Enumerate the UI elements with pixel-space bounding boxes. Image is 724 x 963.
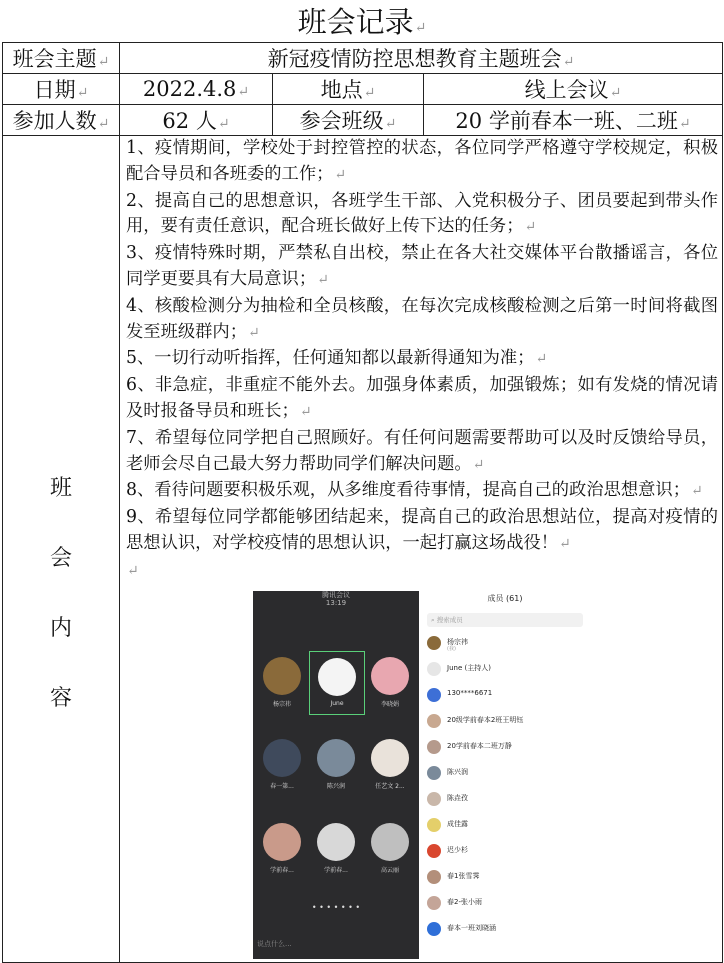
participant-tile[interactable]	[255, 733, 309, 795]
empty-paragraph: ↵	[127, 562, 139, 579]
content-row	[3, 136, 723, 963]
member-avatar	[427, 896, 441, 910]
record-table	[2, 42, 723, 963]
content-item: 5、一切行动听指挥，任何通知都以最新得通知为准；↵	[126, 348, 548, 369]
people-row	[3, 105, 723, 136]
participant-name: 高云丽	[380, 866, 399, 874]
content-item: 3、疫情特殊时期，严禁私自出校，禁止在各大社交媒体平台散播谣言，各位同学更要具有大局意识；↵	[126, 243, 718, 289]
member-avatar	[427, 688, 441, 702]
member-avatar	[427, 662, 441, 676]
member-note: (我)	[447, 645, 456, 652]
meeting-header: 腾讯会议 13:19	[322, 590, 350, 607]
participant-avatar	[263, 657, 301, 695]
member-row[interactable]	[427, 893, 587, 913]
chat-hint: 说点什么...	[257, 939, 292, 948]
member-name: 20学前春本二班万静	[447, 741, 512, 750]
members-panel	[421, 591, 589, 959]
content-item: 8、看待问题要积极乐观，从多维度看待事情，提高自己的政治思想意识；↵	[126, 480, 703, 501]
content-cell	[120, 136, 723, 963]
member-name: 杨宗祎	[447, 637, 468, 646]
member-avatar	[427, 922, 441, 936]
participant-tile[interactable]	[255, 651, 309, 713]
member-avatar	[427, 766, 441, 780]
page-dots: • • • • • • •	[311, 902, 361, 912]
people-label: 参加人数↵	[3, 105, 120, 136]
content-label-char: 容	[49, 686, 72, 711]
content-item: 1、疫情期间，学校处于封控管控的状态，各位同学严格遵守学校规定，积极配合导员和各班委的工作；↵	[126, 138, 718, 184]
member-name: 20级学前春本2班王明钰	[447, 715, 524, 724]
search-icon: ⌕	[431, 615, 437, 624]
members-title: 成员 (61)	[487, 593, 523, 603]
participant-tile[interactable]	[309, 817, 363, 879]
member-row[interactable]	[427, 711, 587, 731]
theme-label: 班会主题↵	[3, 43, 120, 74]
participant-avatar	[263, 739, 301, 777]
meeting-record-document	[2, 0, 722, 963]
member-name: 陈垚孜	[447, 793, 468, 802]
member-row[interactable]	[427, 815, 587, 835]
participant-avatar	[371, 739, 409, 777]
participant-tile[interactable]	[363, 733, 417, 795]
participant-name: 李晓娟	[380, 700, 399, 708]
place-value: 线上会议↵	[424, 74, 723, 105]
content-item: 7、希望每位同学把自己照顾好。有任何问题需要帮助可以及时反馈给导员，老师会尽自己最大努力帮助同学们解决问题。↵	[126, 427, 718, 474]
content-label-char: 班	[49, 476, 72, 501]
date-label: 日期↵	[3, 74, 120, 105]
meeting-screenshot	[253, 591, 589, 959]
participant-avatar	[371, 823, 409, 861]
member-name: 130****6671	[447, 688, 493, 697]
page-title	[2, 0, 722, 42]
participant-avatar	[371, 657, 409, 695]
member-avatar	[427, 740, 441, 754]
class-value: 20 学前春本一班、二班↵	[424, 105, 723, 136]
content-item: 9、希望每位同学都能够团结起来，提高自己的政治思想站位，提高对疫情的思想认识，对学校疫情的思想认识，一起打赢这场战役！↵	[126, 507, 718, 553]
member-avatar	[427, 714, 441, 728]
member-row[interactable]	[427, 789, 587, 809]
member-row[interactable]	[427, 685, 587, 705]
participant-name: June	[330, 699, 344, 707]
title-text: 班会记录	[297, 5, 414, 39]
member-avatar	[427, 870, 441, 884]
content-list	[126, 136, 718, 585]
video-grid-panel	[253, 591, 419, 959]
participant-name: 任艺文 2...	[375, 782, 405, 790]
paragraph-mark: ↵	[414, 20, 427, 36]
participant-tile[interactable]	[309, 651, 365, 715]
date-value: 2022.4.8↵	[120, 74, 273, 105]
participant-name: 杨宗祎	[272, 700, 291, 708]
content-label	[3, 471, 119, 751]
participant-name: 陈兴润	[326, 782, 345, 790]
content-item: 6、非急症，非重症不能外去。加强身体素质，加强锻炼；如有发烧的情况请及时报备导员和班长；↵	[126, 375, 718, 421]
member-avatar	[427, 844, 441, 858]
participant-avatar	[263, 823, 301, 861]
content-item: 2、提高自己的思想意识，各班学生干部、入党积极分子、团员要起到带头作用，要有责任意识，配合班长做好上传下达的任务；↵	[126, 190, 718, 237]
member-avatar	[427, 818, 441, 832]
content-label-char: 会	[49, 546, 72, 571]
participant-avatar	[318, 658, 356, 696]
place-label: 地点↵	[273, 74, 424, 105]
theme-value: 新冠疫情防控思想教育主题班会↵	[120, 43, 723, 74]
member-row[interactable]	[427, 659, 587, 679]
theme-row	[3, 43, 723, 74]
member-name: 迟少杉	[447, 845, 468, 854]
participant-tile[interactable]	[309, 733, 363, 795]
member-name: 春本一班刘晓涵	[447, 923, 496, 932]
member-row[interactable]	[427, 633, 587, 653]
participant-name: 学前春...	[324, 866, 348, 874]
member-row[interactable]	[427, 841, 587, 861]
participant-name: 学前春...	[270, 866, 294, 874]
member-name: 成佳露	[447, 819, 468, 828]
member-avatar	[427, 792, 441, 806]
people-value: 62 人↵	[120, 105, 273, 136]
participant-name: 春一第...	[270, 782, 294, 790]
member-avatar	[427, 636, 441, 650]
member-row[interactable]	[427, 919, 587, 939]
member-name: June (主持人)	[447, 663, 491, 672]
member-row[interactable]	[427, 737, 587, 757]
date-row	[3, 74, 723, 105]
participant-avatar	[317, 739, 355, 777]
participant-tile[interactable]	[363, 817, 417, 879]
content-label-cell	[3, 136, 120, 963]
member-name: 春2-张小雨	[447, 897, 482, 906]
class-label: 参会班级↵	[273, 105, 424, 136]
content-label-char: 内	[49, 616, 72, 641]
content-item: 4、核酸检测分为抽检和全员核酸，在每次完成核酸检测之后第一时间将截图发至班级群内；↵	[126, 295, 718, 342]
member-name: 春1张雪霁	[447, 871, 480, 880]
participant-tile[interactable]	[363, 651, 417, 713]
member-name: 陈兴润	[447, 767, 468, 776]
participant-avatar	[317, 823, 355, 861]
member-row[interactable]	[427, 763, 587, 783]
participant-tile[interactable]	[255, 817, 309, 879]
member-row[interactable]	[427, 867, 587, 887]
search-members-input: ⌕ 搜索成员	[427, 613, 583, 627]
